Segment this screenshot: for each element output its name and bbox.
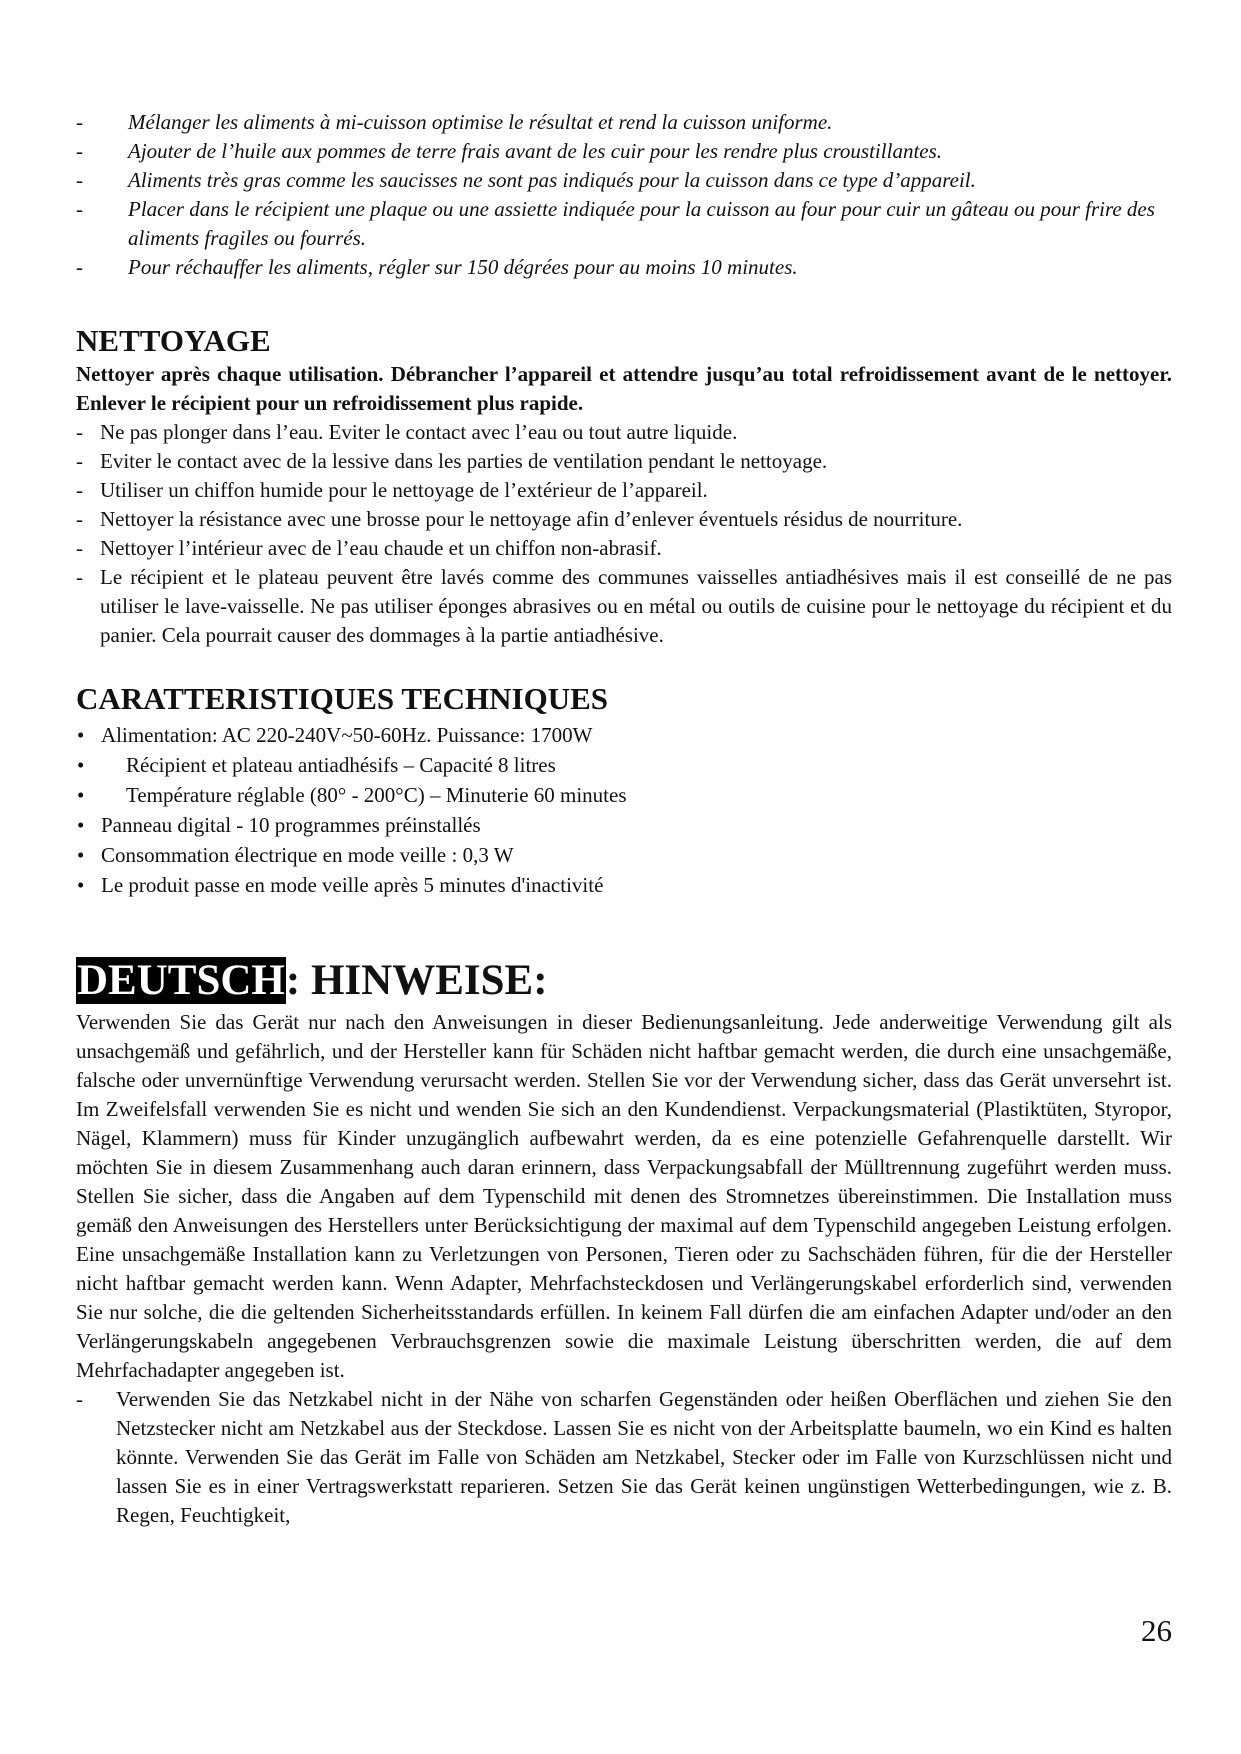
deutsch-heading-rest: : HINWEISE: [285,957,548,1004]
tip-item: - Placer dans le récipient une plaque ou une assiette indiquée pour la cuisson au four pour cuir un gâteau ou pour frire des aliments fragiles ou fourrés. [76,195,1172,253]
spec-item: • Le produit passe en mode veille après 5 minutes d'inactivité [76,870,1172,900]
nettoyage-item: - Le récipient et le plateau peuvent être lavés comme des communes vaisselles antiadhésives mais il est conseillé de ne pas utiliser le lave-vaisselle. Ne pas utiliser éponges abrasives ou en métal ou outils de cuisine pour le nettoyage du récipient et du panier. Cela pourrait causer des dommages à la partie antiadhésive. [76,563,1172,650]
deutsch-list [76,1385,1172,1530]
nettoyage-item: - Eviter le contact avec de la lessive dans les parties de ventilation pendant le nettoyage. [76,447,1172,476]
tip-item: - Pour réchauffer les aliments, régler sur 150 dégrées pour au moins 10 minutes. [76,253,1172,282]
deutsch-heading [76,956,1172,1006]
spec-item: • Consommation électrique en mode veille : 0,3 W [76,840,1172,870]
deutsch-item: - Verwenden Sie das Netzkabel nicht in der Nähe von scharfen Gegenständen oder heißen Oberflächen und ziehen Sie den Netzstecker nicht am Netzkabel aus der Steckdose. Lassen Sie es nicht von der Arbeitsplatte baumeln, wo ein Kind es halten könnte. Verwenden Sie das Gerät im Falle von Schäden am Netzkabel, Stecker oder im Falle von Kurzschlüssen nicht und lassen Sie es in einer Vertragswerkstatt reparieren. Setzen Sie das Gerät keinen ungünstigen Wetterbedingungen, wie z. B. Regen, Feuchtigkeit, [76,1385,1172,1530]
page-number: 26 [1141,1613,1172,1648]
nettoyage-section [76,322,1172,650]
caracteristiques-heading: CARATTERISTIQUES TECHNIQUES [76,681,609,716]
deutsch-section [76,956,1172,1530]
spec-item: • Récipient et plateau antiadhésifs – Capacité 8 litres [76,750,1172,780]
tip-item: - Mélanger les aliments à mi-cuisson optimise le résultat et rend la cuisson uniforme. [76,108,1172,137]
nettoyage-heading: NETTOYAGE [76,323,271,358]
nettoyage-item: - Nettoyer la résistance avec une brosse pour le nettoyage afin d’enlever éventuels résidus de nourriture. [76,505,1172,534]
nettoyage-item: - Ne pas plonger dans l’eau. Eviter le contact avec l’eau ou tout autre liquide. [76,418,1172,447]
spec-item: • Alimentation: AC 220-240V~50-60Hz. Puissance: 1700W [76,720,1172,750]
spec-item: • Panneau digital - 10 programmes préinstallés [76,810,1172,840]
caracteristiques-list [76,720,1172,900]
document-page [76,108,1172,1530]
cooking-tips-list [76,108,1172,282]
nettoyage-item: - Utiliser un chiffon humide pour le nettoyage de l’extérieur de l’appareil. [76,476,1172,505]
tip-item: - Ajouter de l’huile aux pommes de terre frais avant de les cuir pour les rendre plus croustillantes. [76,137,1172,166]
nettoyage-intro: Nettoyer après chaque utilisation. Débrancher l’appareil et attendre jusqu’au total refroidissement avant de le nettoyer. Enlever le récipient pour un refroidissement plus rapide. [76,362,1172,415]
caracteristiques-section [76,680,1172,900]
spec-item: • Température réglable (80° - 200°C) – Minuterie 60 minutes [76,780,1172,810]
deutsch-paragraph: Verwenden Sie das Gerät nur nach den Anweisungen in dieser Bedienungsanleitung. Jede anderweitige Verwendung gilt als unsachgemäß und gefährlich, und der Hersteller kann für Schäden nicht haftbar gemacht werden, die durch eine unsachgemäße, falsche oder unvernünftige Verwendung verursacht werden. Stellen Sie vor der Verwendung sicher, dass das Gerät unversehrt ist. Im Zweifelsfall verwenden Sie es nicht und wenden Sie sich an den Kundendienst. Verpackungsmaterial (Plastiktüten, Styropor, Nägel, Klammern) muss für Kinder unzugänglich aufbewahrt werden, da es eine potenzielle Gefahrenquelle darstellt. Wir möchten Sie in diesem Zusammenhang auch daran erinnern, dass Verpackungsabfall der Mülltrennung zugeführt werden muss. Stellen Sie sicher, dass die Angaben auf dem Typenschild mit denen des Stromnetzes übereinstimmen. Die Installation muss gemäß den Anweisungen des Herstellers unter Berücksichtigung der maximal auf dem Typenschild angegeben Leistung erfolgen. Eine unsachgemäße Installation kann zu Verletzungen von Personen, Tieren oder zu Sachschäden führen, für die der Hersteller nicht haftbar gemacht werden kann. Wenn Adapter, Mehrfachsteckdosen und Verlängerungskabel erforderlich sind, verwenden Sie nur solche, die die geltenden Sicherheitsstandards erfüllen. In keinem Fall dürfen die am einfachen Adapter und/oder an den Verlängerungskabeln angegebenen Verbrauchsgrenzen sowie die maximale Leistung überschritten werden, die auf dem Mehrfachadapter angegeben ist. [76,1010,1172,1382]
nettoyage-list [76,418,1172,650]
language-label-highlight: DEUTSCH [77,957,285,1004]
tip-item: - Aliments très gras comme les saucisses ne sont pas indiqués pour la cuisson dans ce type d’appareil. [76,166,1172,195]
nettoyage-item: - Nettoyer l’intérieur avec de l’eau chaude et un chiffon non-abrasif. [76,534,1172,563]
